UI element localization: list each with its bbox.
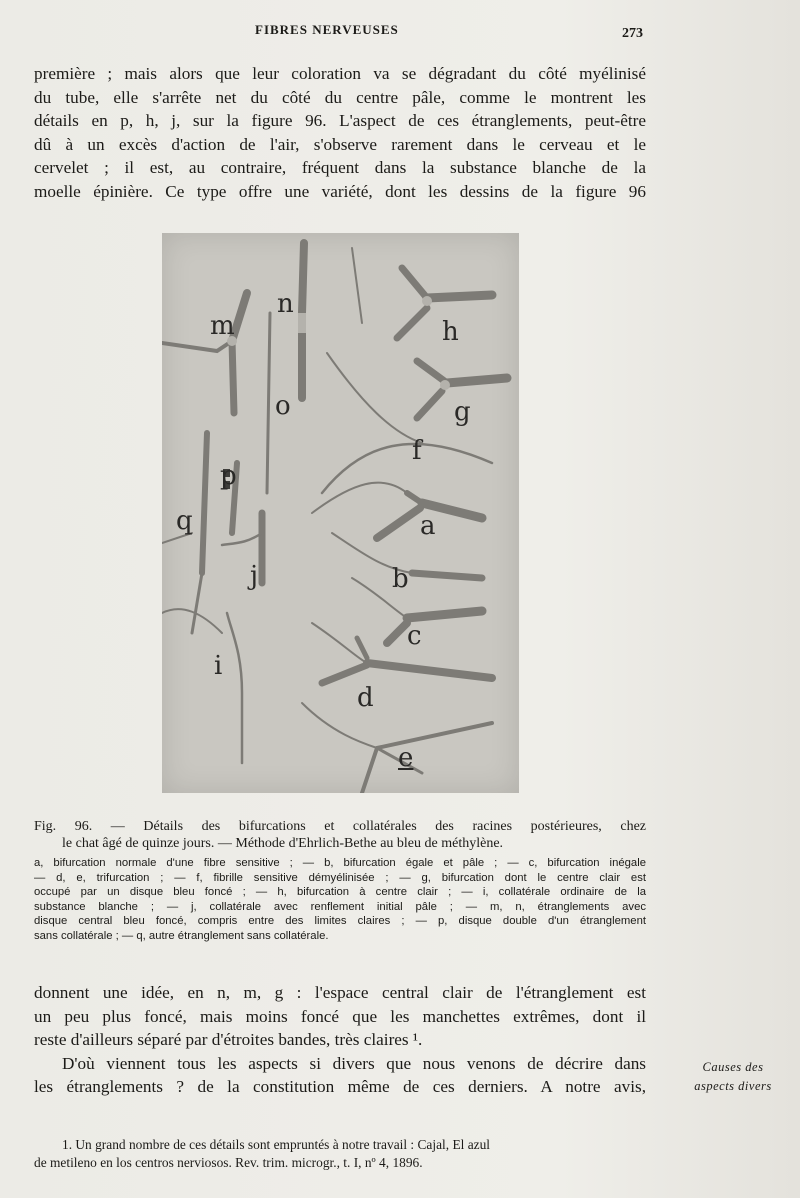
text-line: donnent une idée, en n, m, g : l'espace central clair de l'étranglement est bbox=[34, 983, 646, 1002]
figure-label-c: c bbox=[407, 621, 422, 651]
figure-label-m: m bbox=[210, 311, 235, 341]
figure-label-j: j bbox=[250, 561, 259, 591]
caption-line: Fig. 96. — Détails des bifurcations et collatérales des racines postérieures, chez bbox=[34, 819, 646, 834]
legend-line: a, bifurcation normale d'une fibre sensitive ; — b, bifurcation égale et pâle ; — c, bifurcation inégale bbox=[34, 857, 646, 869]
running-head: FIBRES NERVEUSES bbox=[255, 22, 399, 37]
footnote bbox=[34, 1136, 646, 1172]
figure-label-d: d bbox=[357, 683, 374, 713]
figure-label-b: b bbox=[392, 564, 409, 594]
margin-note-line: Causes des bbox=[702, 1060, 764, 1074]
bottom-paragraph bbox=[34, 981, 646, 1099]
figure-label-e: e bbox=[398, 743, 414, 773]
legend-line: sans collatérale ; — q, autre étranglement sans collatérale. bbox=[34, 929, 329, 942]
margin-note bbox=[678, 1058, 788, 1096]
figure-label-q: q bbox=[176, 506, 193, 536]
legend-line: substance blanche ; — j, collatérale avec renflement initial pâle ; — m, n, étranglements avec bbox=[34, 900, 646, 913]
text-line: dû à un excès d'action de l'air, s'observe rarement dans le cerveau et le bbox=[34, 134, 646, 154]
page-number: 273 bbox=[622, 26, 643, 41]
text-line: cervelet ; il est, au contraire, fréquent dans la substance blanche de la bbox=[34, 158, 646, 177]
figure-label-h: h bbox=[442, 317, 459, 347]
text-line: détails en p, h, j, sur la figure 96. L'aspect de ces étranglements, peut-être bbox=[34, 111, 646, 130]
figure-label-i: i bbox=[214, 651, 223, 681]
text-line: du tube, elle s'arrête net du côté du centre pâle, comme le montrent les bbox=[34, 87, 646, 107]
text-line: un peu plus foncé, mais moins foncé que les manchettes extrêmes, dont il bbox=[34, 1006, 646, 1026]
text-line: les étranglements ? de la constitution même de ces derniers. A notre avis, bbox=[34, 1077, 646, 1096]
text-line: D'où viennent tous les aspects si divers que nous venons de décrire dans bbox=[62, 1053, 646, 1073]
top-paragraph bbox=[34, 62, 646, 203]
text-line: reste d'ailleurs séparé par d'étroites bandes, très claires ¹. bbox=[34, 1030, 423, 1049]
figure-label-o: o bbox=[275, 391, 291, 421]
figure-label-n: n bbox=[277, 289, 294, 319]
text-line: moelle épinière. Ce type offre une variété, dont les dessins de la figure 96 bbox=[34, 181, 646, 201]
footnote-line: de metileno en los centros nerviosos. Rev. trim. microgr., t. I, nº 4, 1896. bbox=[34, 1155, 423, 1170]
legend-line: — d, e, trifurcation ; — f, fibrille sensitive démyélinisée ; — g, bifurcation dont le centre clair est bbox=[34, 871, 646, 884]
figure-label-g: g bbox=[454, 397, 471, 427]
legend-line: occupé par un disque bleu foncé ; — h, bifurcation à centre clair ; — i, collatérale ordinaire de la bbox=[34, 886, 646, 899]
figure-label-a: a bbox=[420, 511, 436, 541]
footnote-line: 1. Un grand nombre de ces détails sont empruntés à notre travail : Cajal, El azul bbox=[62, 1137, 490, 1152]
caption-line: le chat âgé de quinze jours. — Méthode d'Ehrlich-Bethe au bleu de méthylène. bbox=[62, 836, 504, 851]
legend-line: disque central bleu foncé, compris entre des limites claires ; — p, disque double d'un étranglement bbox=[34, 915, 646, 928]
text-line: première ; mais alors que leur coloration va se dégradant du côté myélinisé bbox=[34, 64, 646, 83]
figure-caption-legend bbox=[34, 856, 646, 944]
figure-caption-title bbox=[34, 818, 646, 852]
figure-label-f: f bbox=[412, 436, 422, 466]
figure-label-p: p bbox=[220, 461, 237, 491]
figure-96-micrograph bbox=[162, 233, 519, 793]
margin-note-line: aspects divers bbox=[694, 1079, 772, 1093]
